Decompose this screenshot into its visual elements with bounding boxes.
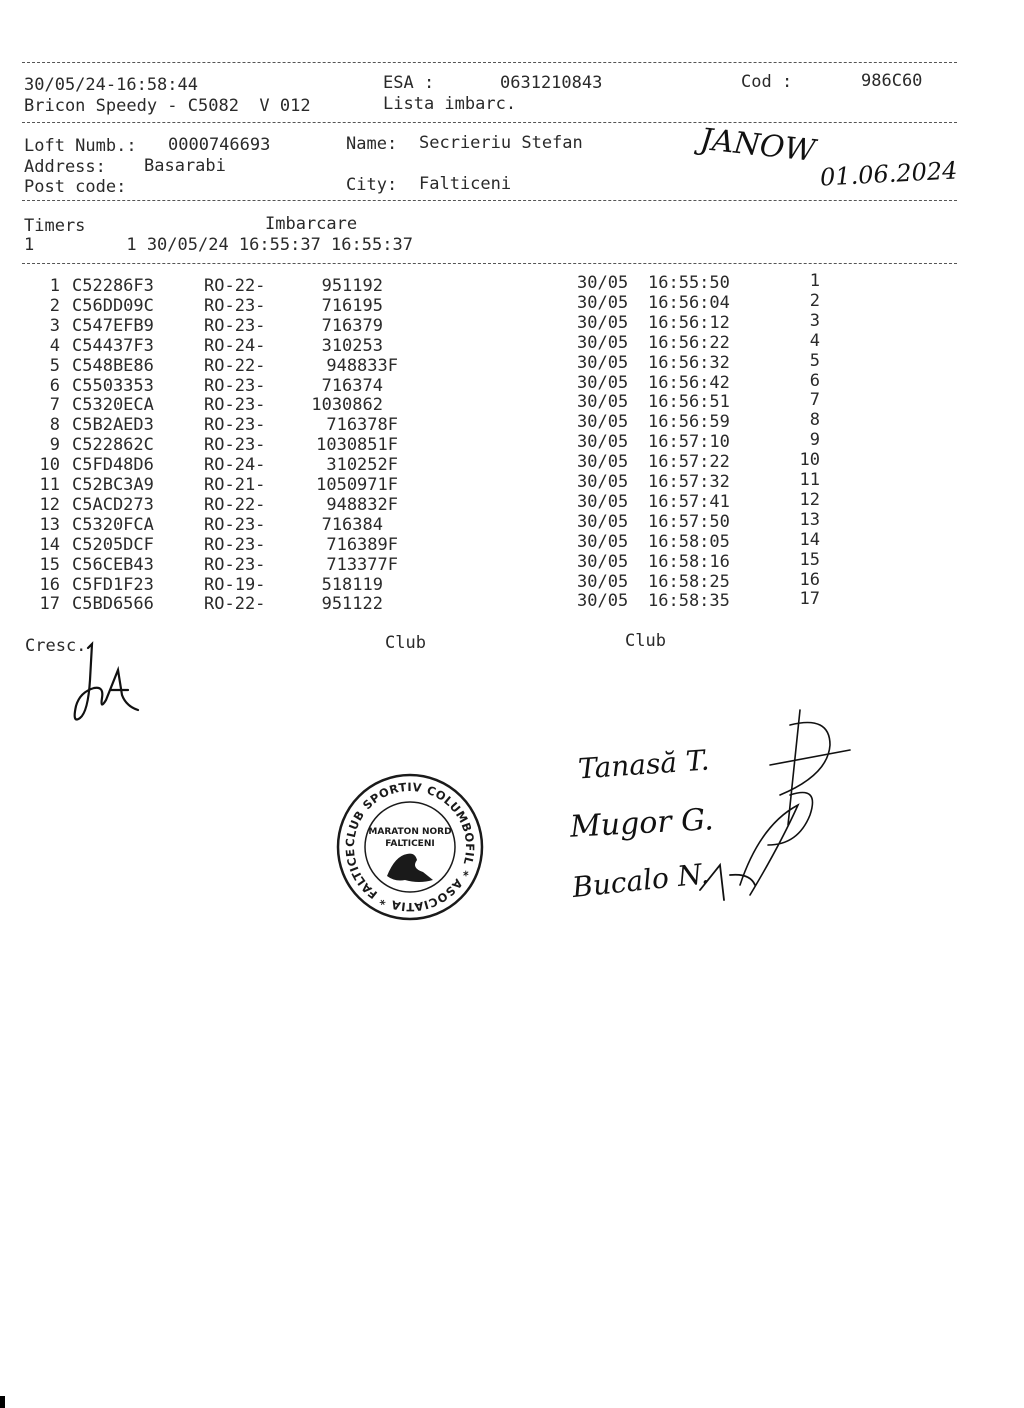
stamp-center-line1: MARATON NORD bbox=[368, 827, 452, 837]
entry-position: 15 bbox=[799, 549, 820, 570]
entry-date: 30/05 bbox=[577, 591, 629, 612]
entry-ring-number: 310253 bbox=[321, 335, 383, 356]
table-row bbox=[0, 470, 1024, 495]
entry-index: 7 bbox=[49, 395, 60, 416]
entry-index: 12 bbox=[39, 494, 60, 515]
table-row bbox=[0, 489, 1024, 515]
entry-time: 16:56:32 bbox=[648, 352, 730, 373]
device-info: Bricon Speedy - C5082 V 012 bbox=[24, 96, 311, 116]
table-row bbox=[0, 370, 1024, 396]
esa-value: 0631210843 bbox=[500, 73, 603, 93]
entry-ring-prefix: RO-22- bbox=[204, 276, 266, 296]
entry-position: 11 bbox=[799, 470, 820, 490]
entry-date: 30/05 bbox=[577, 432, 629, 453]
entry-time: 16:56:12 bbox=[648, 312, 730, 333]
loft-number-value: 0000746693 bbox=[168, 135, 271, 155]
stamp-center-line2: FALTICENI bbox=[385, 839, 435, 849]
entry-date: 30/05 bbox=[577, 352, 629, 373]
entry-ring-id: C54437F3 bbox=[72, 335, 154, 356]
entry-ring-prefix: RO-24- bbox=[204, 455, 266, 476]
entry-ring-id: C5FD1F23 bbox=[72, 574, 154, 595]
entry-time: 16:58:25 bbox=[648, 571, 730, 592]
print-timestamp: 30/05/24-16:58:44 bbox=[24, 75, 198, 95]
entry-ring-id: C5320ECA bbox=[72, 395, 154, 416]
entry-ring-number: 518119 bbox=[321, 574, 383, 595]
entry-date: 30/05 bbox=[577, 412, 629, 433]
entry-index: 2 bbox=[49, 295, 60, 316]
table-row bbox=[0, 450, 1024, 476]
city-label: City: bbox=[346, 175, 398, 195]
entry-date: 30/05 bbox=[577, 332, 629, 353]
entry-position: 10 bbox=[799, 450, 820, 471]
entry-time: 16:57:32 bbox=[648, 472, 730, 492]
entry-ring-prefix: RO-23- bbox=[204, 395, 266, 416]
entry-ring-prefix: RO-23- bbox=[204, 315, 266, 336]
entry-date: 30/05 bbox=[577, 452, 629, 473]
entry-time: 16:56:42 bbox=[648, 372, 730, 393]
entry-date: 30/05 bbox=[577, 472, 629, 492]
entry-ring-prefix: RO-19- bbox=[204, 574, 266, 595]
table-row bbox=[0, 271, 1024, 296]
handwritten-name: JANOW bbox=[698, 122, 817, 169]
entry-position: 16 bbox=[799, 569, 820, 590]
entry-ring-number: 948832F bbox=[326, 494, 398, 515]
entry-ring-prefix: RO-23- bbox=[204, 295, 266, 316]
entry-index: 14 bbox=[39, 534, 60, 555]
entry-time: 16:56:59 bbox=[648, 412, 730, 433]
entry-ring-id: C548BE86 bbox=[72, 355, 154, 376]
club-label-2: Club bbox=[625, 631, 666, 651]
entry-ring-id: C5205DCF bbox=[72, 534, 154, 555]
divider-timers bbox=[22, 263, 957, 264]
entry-time: 16:57:41 bbox=[648, 491, 730, 512]
entry-time: 16:57:22 bbox=[648, 452, 730, 473]
entry-date: 30/05 bbox=[577, 273, 629, 293]
name-label: Name: bbox=[346, 134, 398, 154]
entry-index: 10 bbox=[39, 455, 60, 476]
stamp-ring-text: CLUB SPORTIV COLUMBOFIL * ASOCIATIA * FALTICENI * bbox=[329, 761, 478, 915]
entry-ring-id: C56DD09C bbox=[72, 295, 154, 316]
entry-ring-number: 716195 bbox=[321, 295, 383, 316]
table-row bbox=[0, 549, 1024, 575]
entry-ring-id: C547EFB9 bbox=[72, 315, 154, 336]
loft-number-label: Loft Numb.: bbox=[24, 136, 137, 156]
entry-position: 13 bbox=[799, 509, 820, 530]
divider-top bbox=[22, 62, 957, 63]
entry-index: 11 bbox=[39, 475, 60, 495]
entry-time: 16:56:51 bbox=[648, 392, 730, 413]
table-row bbox=[0, 310, 1024, 336]
scan-edge-mark bbox=[0, 1396, 5, 1408]
cresc-label: Cresc. bbox=[25, 636, 87, 656]
entry-date: 30/05 bbox=[577, 531, 629, 552]
entry-ring-number: 1030862 bbox=[311, 395, 383, 416]
entry-index: 1 bbox=[49, 276, 60, 296]
entry-position: 5 bbox=[809, 350, 820, 371]
entry-ring-number: 951122 bbox=[321, 594, 383, 615]
table-row bbox=[0, 509, 1024, 535]
entry-ring-id: C52BC3A9 bbox=[72, 475, 154, 495]
table-row bbox=[0, 529, 1024, 555]
cod-value: 986C60 bbox=[861, 71, 923, 91]
entry-time: 16:56:22 bbox=[648, 332, 730, 353]
entry-time: 16:57:10 bbox=[648, 432, 730, 453]
entry-index: 16 bbox=[39, 574, 60, 595]
table-row bbox=[0, 569, 1024, 595]
club-label-1: Club bbox=[385, 633, 426, 653]
divider-header bbox=[22, 122, 957, 123]
entry-ring-prefix: RO-21- bbox=[204, 475, 266, 495]
entry-ring-number: 310252F bbox=[326, 455, 398, 476]
entry-index: 13 bbox=[39, 514, 60, 535]
entry-time: 16:57:50 bbox=[648, 511, 730, 532]
name-value: Secrieriu Stefan bbox=[419, 133, 583, 153]
entry-date: 30/05 bbox=[577, 551, 629, 572]
entry-ring-number: 716374 bbox=[321, 375, 383, 396]
committee-signer-3: Bucalo N. bbox=[570, 856, 711, 905]
entry-ring-id: C5320FCA bbox=[72, 514, 154, 535]
entry-ring-id: C5ACD273 bbox=[72, 494, 154, 515]
entry-ring-number: 1030851F bbox=[316, 435, 398, 456]
address-label: Address: bbox=[24, 157, 106, 177]
owner-signature bbox=[60, 640, 160, 740]
entry-position: 6 bbox=[809, 370, 820, 391]
table-row bbox=[0, 290, 1024, 316]
entry-time: 16:55:50 bbox=[648, 273, 730, 293]
entry-position: 8 bbox=[809, 410, 820, 431]
timers-label: Timers bbox=[24, 216, 86, 236]
imbarcare-label: Imbarcare bbox=[265, 214, 358, 234]
table-row bbox=[0, 410, 1024, 436]
entry-ring-prefix: RO-23- bbox=[204, 375, 266, 396]
entry-index: 9 bbox=[49, 435, 60, 456]
entry-time: 16:56:04 bbox=[648, 292, 730, 313]
entry-position: 14 bbox=[799, 529, 820, 550]
committee-signer-1: Tanasă T. bbox=[577, 743, 711, 786]
entry-time: 16:58:35 bbox=[648, 591, 730, 612]
document-type: Lista imbarc. bbox=[383, 94, 517, 114]
entry-position: 1 bbox=[809, 271, 820, 291]
divider-owner bbox=[22, 200, 957, 201]
esa-label: ESA : bbox=[383, 73, 435, 93]
entry-ring-number: 716379 bbox=[321, 315, 383, 336]
entry-ring-number: 716378F bbox=[326, 415, 398, 436]
entry-date: 30/05 bbox=[577, 392, 629, 413]
entry-ring-prefix: RO-24- bbox=[204, 335, 266, 356]
entry-ring-prefix: RO-22- bbox=[204, 494, 266, 515]
entry-ring-prefix: RO-23- bbox=[204, 534, 266, 555]
entry-date: 30/05 bbox=[577, 312, 629, 333]
table-row bbox=[0, 589, 1024, 615]
table-row bbox=[0, 350, 1024, 376]
entry-ring-id: C5503353 bbox=[72, 375, 154, 396]
cod-label: Cod : bbox=[741, 72, 793, 92]
entry-ring-prefix: RO-23- bbox=[204, 415, 266, 436]
entry-date: 30/05 bbox=[577, 511, 629, 532]
entry-ring-id: C5BD6566 bbox=[72, 594, 154, 615]
table-row bbox=[0, 330, 1024, 356]
entry-ring-id: C52286F3 bbox=[72, 276, 154, 296]
entry-position: 9 bbox=[809, 430, 820, 451]
entry-ring-number: 713377F bbox=[326, 554, 398, 575]
entry-position: 12 bbox=[799, 489, 820, 510]
entry-ring-id: C56CEB43 bbox=[72, 554, 154, 575]
postcode-label: Post code: bbox=[24, 177, 127, 197]
entry-ring-prefix: RO-23- bbox=[204, 554, 266, 575]
committee-signature-scribble bbox=[680, 705, 860, 915]
entry-ring-id: C522862C bbox=[72, 435, 154, 456]
entry-ring-number: 716384 bbox=[321, 514, 383, 535]
entry-ring-prefix: RO-22- bbox=[204, 594, 266, 615]
entry-position: 17 bbox=[799, 589, 820, 610]
entry-date: 30/05 bbox=[577, 491, 629, 512]
entry-date: 30/05 bbox=[577, 571, 629, 592]
entry-index: 8 bbox=[49, 415, 60, 436]
address-value: Basarabi bbox=[144, 156, 226, 176]
entry-date: 30/05 bbox=[577, 372, 629, 393]
entry-ring-number: 951192 bbox=[321, 276, 383, 296]
entry-ring-prefix: RO-23- bbox=[204, 514, 266, 535]
entry-time: 16:58:05 bbox=[648, 531, 730, 552]
entry-ring-id: C5FD48D6 bbox=[72, 455, 154, 476]
table-row bbox=[0, 430, 1024, 456]
committee-signer-2: Mugor G. bbox=[569, 802, 715, 845]
entry-time: 16:58:16 bbox=[648, 551, 730, 572]
entry-position: 4 bbox=[809, 330, 820, 351]
entry-position: 7 bbox=[809, 390, 820, 411]
city-value: Falticeni bbox=[419, 174, 512, 194]
entry-date: 30/05 bbox=[577, 292, 629, 313]
timers-row: 1 1 30/05/24 16:55:37 16:55:37 bbox=[24, 235, 413, 255]
entry-index: 17 bbox=[39, 594, 60, 615]
table-row bbox=[0, 390, 1024, 416]
entry-ring-number: 1050971F bbox=[316, 475, 398, 495]
entry-index: 4 bbox=[49, 335, 60, 356]
entry-index: 6 bbox=[49, 375, 60, 396]
entry-ring-prefix: RO-23- bbox=[204, 435, 266, 456]
entry-ring-id: C5B2AED3 bbox=[72, 415, 154, 436]
handwritten-date: 01.06.2024 bbox=[819, 156, 959, 192]
entry-position: 3 bbox=[809, 310, 820, 331]
club-stamp bbox=[329, 761, 485, 922]
entry-index: 5 bbox=[49, 355, 60, 376]
entry-position: 2 bbox=[809, 290, 820, 311]
entry-index: 15 bbox=[39, 554, 60, 575]
entry-ring-prefix: RO-22- bbox=[204, 355, 266, 376]
entry-ring-number: 948833F bbox=[326, 355, 398, 376]
entry-index: 3 bbox=[49, 315, 60, 336]
entry-ring-number: 716389F bbox=[326, 534, 398, 555]
